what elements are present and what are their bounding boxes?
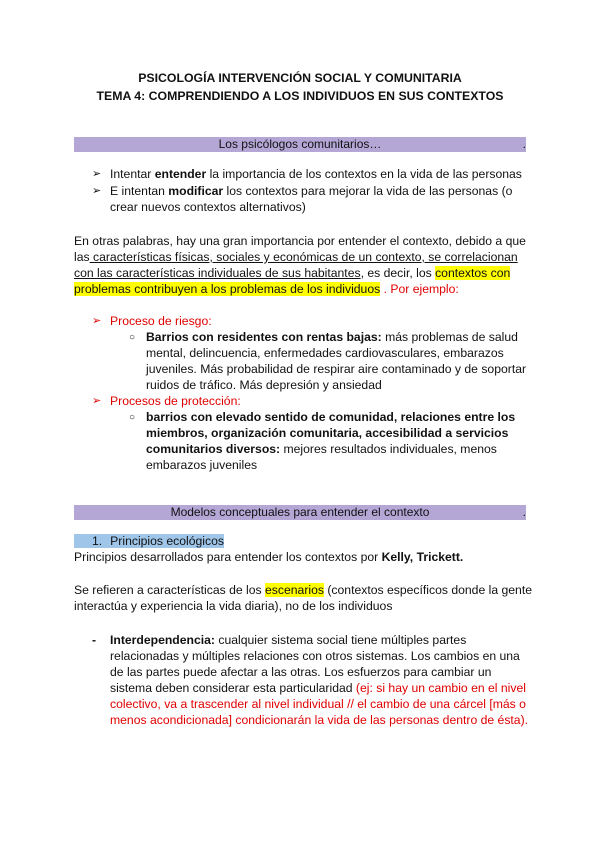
interdependence-line: menos acondicionada] condicionarán la vida de las personas dentro de ésta). — [110, 713, 529, 727]
paragraph-line — [74, 549, 463, 565]
ecological-heading — [74, 533, 224, 549]
bold-span: Barrios con residentes con rentas bajas: — [146, 330, 382, 344]
section-band-2-text: Modelos conceptuales para entender el contexto — [170, 505, 430, 519]
protection-item-line: barrios con elevado sentido de comunidad, relaciones entre los — [146, 410, 516, 424]
heading-highlight — [74, 534, 224, 548]
dash-bullet: - — [92, 633, 97, 647]
risk-item-line: mental, delincuencia, enfermedades cardiovasculares, embarazos — [146, 346, 504, 360]
bullet-entender — [110, 166, 522, 182]
bold-span: Kelly, Trickett. — [381, 550, 464, 564]
underlined-span: características físicas, sociales y económicas de un contexto, se correlacionan — [89, 250, 518, 264]
arrow-bullet-icon: ➢ — [92, 168, 102, 180]
text-span: sistema deben considerar esta particularidad — [110, 681, 353, 695]
highlight-span: escenarios — [265, 583, 324, 597]
arrow-bullet-icon: ➢ — [92, 185, 102, 197]
paragraph-line: interactúa y experiencia la vida diaria), no de los individuos — [74, 599, 393, 613]
interdependence-line — [110, 680, 526, 696]
risk-item-line: ruidos de tráfico. Más depresión y ansiedad — [146, 378, 382, 392]
text-span: Principios desarrollados para entender los contextos por — [74, 550, 382, 564]
protection-label: Procesos de protección: — [110, 394, 241, 408]
bold-span: comunitarios diversos: — [146, 442, 281, 456]
section-band-1 — [74, 137, 526, 152]
bold-span: entender — [154, 167, 207, 181]
highlight-span: contextos con — [435, 266, 511, 280]
protection-item-line — [146, 441, 497, 457]
paragraph-line — [74, 281, 459, 297]
paragraph-line — [74, 582, 532, 598]
interdependence-line: colectivo, va a trascender al nivel individual // el cambio de una cárcel [más o — [110, 697, 526, 711]
paragraph-line — [74, 265, 510, 281]
paragraph-line — [74, 249, 518, 265]
text-span: cualquier sistema social tiene múltiples partes — [214, 633, 467, 647]
doc-title: PSICOLOGÍA INTERVENCIÓN SOCIAL Y COMUNITARIA — [138, 71, 462, 85]
text-span: Intentar — [110, 167, 155, 181]
arrow-bullet-icon: ➢ — [92, 315, 102, 327]
paragraph-line: En otras palabras, hay una gran importancia por entender el contexto, debido a que — [74, 234, 526, 248]
section-band-2-dot: . — [522, 505, 526, 519]
text-span: (contextos específicos donde la gente — [323, 583, 532, 597]
arrow-bullet-icon: ➢ — [92, 395, 102, 407]
risk-item — [146, 329, 518, 345]
text-span: la importancia de los contextos en la vida de las personas — [206, 167, 522, 181]
circle-bullet-icon: ○ — [129, 332, 136, 343]
red-span: . Por ejemplo: — [380, 282, 459, 296]
circle-bullet-icon: ○ — [129, 412, 136, 423]
red-span: (ej: si hay un cambio en el nivel — [352, 681, 526, 695]
text-span: Se refieren a características de los — [74, 583, 266, 597]
section-band-1-dot: . — [522, 137, 526, 151]
text-span: las — [74, 250, 90, 264]
protection-item-line: miembros, organización comunitaria, accesibilidad a servicios — [146, 426, 509, 440]
text-span: E intentan — [110, 184, 169, 198]
interdependence-line: relacionadas y múltiples relaciones con otros sistemas. Los cambios en una — [110, 649, 520, 663]
text-span: los contextos para mejorar la vida de las personas (o — [223, 184, 513, 198]
bullet-modificar — [110, 183, 512, 199]
risk-item-line: juveniles. Más probabilidad de respirar aire contaminado y de soportar — [146, 362, 527, 376]
protection-item-line: embarazos juveniles — [146, 458, 258, 472]
section-band-1-text: Los psicólogos comunitarios… — [218, 137, 382, 151]
interdependence-line: de las partes puede afectar a las otras. Los esfuerzos para cambiar un — [110, 665, 492, 679]
heading-text: Principios ecológicos — [110, 534, 224, 548]
text-span: , es decir, los — [360, 266, 436, 280]
bold-span: Interdependencia: — [110, 633, 215, 647]
bullet-modificar-cont: crear nuevos contextos alternativos) — [110, 200, 306, 214]
interdependence-item — [110, 632, 466, 648]
underlined-span: con las características individuales de sus habitantes — [74, 266, 361, 280]
risk-label: Proceso de riesgo: — [110, 314, 212, 328]
text-span: mejores resultados individuales, menos — [280, 442, 497, 456]
heading-number: 1. — [92, 534, 103, 548]
text-span: más problemas de salud — [381, 330, 518, 344]
bold-span: modificar — [168, 184, 224, 198]
doc-subtitle: TEMA 4: COMPRENDIENDO A LOS INDIVIDUOS EN SUS CONTEXTOS — [96, 89, 504, 103]
section-band-2 — [74, 505, 526, 520]
highlight-span: problemas contribuyen a los problemas de los individuos — [74, 282, 381, 296]
